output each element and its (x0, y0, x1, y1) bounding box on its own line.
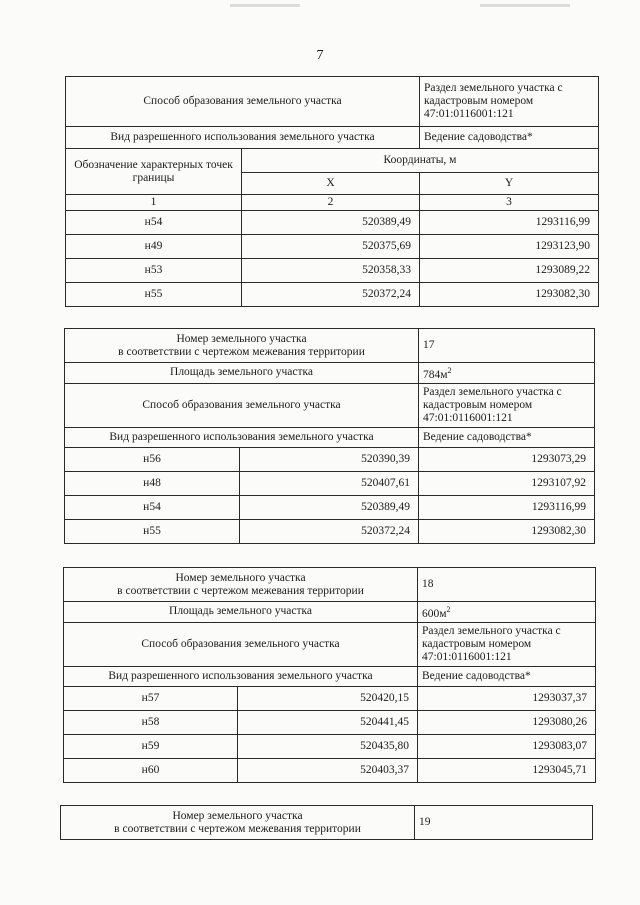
coord-x: 520403,37 (238, 758, 418, 782)
area-unit-superscript: 2 (447, 366, 452, 375)
coord-x: 520375,69 (242, 235, 420, 259)
point-id: н56 (65, 447, 240, 471)
parcel-number-label-line2: в соответствии с чертежом межевания территории (117, 584, 364, 597)
point-id: н54 (65, 495, 240, 519)
parcel-number-label-line1: Номер земельного участка (175, 571, 306, 584)
parcel-19-table (60, 805, 593, 840)
point-id: н49 (66, 235, 242, 259)
formation-value: Раздел земельного участка с кадастровым номером 47:01:0116001:121 (418, 622, 596, 666)
table-row (64, 734, 596, 758)
scan-artifact (480, 4, 570, 7)
area-label: Площадь земельного участка (65, 363, 419, 384)
point-id: н54 (66, 211, 242, 235)
use-value: Ведение садоводства* (420, 127, 599, 149)
coord-y: 1293107,92 (419, 471, 595, 495)
parcel-number-label-line2: в соответствии с чертежом межевания территории (114, 822, 361, 835)
coord-x: 520358,33 (242, 259, 420, 283)
column-number: 3 (420, 195, 599, 211)
table-row (65, 495, 595, 519)
parcel-number-label (61, 806, 415, 840)
coord-y: 1293116,99 (420, 211, 599, 235)
coord-y: 1293123,90 (420, 235, 599, 259)
formation-label: Способ образования земельного участка (64, 622, 418, 666)
point-id: н60 (64, 758, 238, 782)
column-number: 1 (66, 195, 242, 211)
y-header: Y (420, 173, 599, 195)
coord-y: 1293083,07 (418, 734, 596, 758)
use-label: Вид разрешенного использования земельного участка (65, 427, 419, 447)
coord-y: 1293080,26 (418, 710, 596, 734)
table-row (65, 519, 595, 543)
coord-x: 520407,61 (240, 471, 419, 495)
formation-label: Способ образования земельного участка (65, 383, 419, 427)
use-label: Вид разрешенного использования земельного участка (66, 127, 420, 149)
point-id: н57 (64, 686, 238, 710)
point-id: н58 (64, 710, 238, 734)
coord-y: 1293037,37 (418, 686, 596, 710)
area-label: Площадь земельного участка (64, 602, 418, 623)
column-number: 2 (242, 195, 420, 211)
point-id: н59 (64, 734, 238, 758)
parcel-number-label-line1: Номер земельного участка (172, 809, 303, 822)
table-row (64, 758, 596, 782)
use-label: Вид разрешенного использования земельного участка (64, 666, 418, 686)
parcel-18-table (63, 567, 596, 783)
use-value: Ведение садоводства* (418, 666, 596, 686)
scan-artifact (230, 4, 300, 7)
area-number: 600м (422, 607, 447, 620)
coord-y: 1293045,71 (418, 758, 596, 782)
table-row (65, 471, 595, 495)
table-row (66, 283, 599, 307)
coord-x: 520441,45 (238, 710, 418, 734)
table-row (66, 235, 599, 259)
formation-value: Раздел земельного участка с кадастровым номером 47:01:0116001:121 (419, 383, 595, 427)
parcel-number-value: 19 (415, 806, 593, 840)
area-number: 784м (423, 368, 448, 381)
parcel-number-value: 17 (419, 329, 595, 363)
coord-y: 1293073,29 (419, 447, 595, 471)
coord-x: 520389,49 (242, 211, 420, 235)
coord-x: 520420,15 (238, 686, 418, 710)
parcel-number-label (65, 329, 419, 363)
coord-y: 1293082,30 (419, 519, 595, 543)
page-number: 7 (316, 48, 324, 63)
table-row (66, 259, 599, 283)
parcel-number-value: 18 (418, 568, 596, 602)
table-row (64, 686, 596, 710)
coord-x: 520389,49 (240, 495, 419, 519)
parcel-number-label-line1: Номер земельного участка (176, 332, 307, 345)
coord-x: 520390,39 (240, 447, 419, 471)
area-value (418, 602, 596, 623)
x-header: X (242, 173, 420, 195)
parcel-17-table (64, 328, 595, 544)
coord-x: 520372,24 (240, 519, 419, 543)
parcel-number-label (64, 568, 418, 602)
point-id: н48 (65, 471, 240, 495)
formation-value: Раздел земельного участка с кадастровым номером 47:01:0116001:121 (420, 77, 599, 127)
parcel-number-label-line2: в соответствии с чертежом межевания территории (118, 345, 365, 358)
point-id: н53 (66, 259, 242, 283)
use-value: Ведение садоводства* (419, 427, 595, 447)
table-row (64, 710, 596, 734)
coords-header: Координаты, м (242, 149, 599, 173)
coord-x: 520372,24 (242, 283, 420, 307)
area-value (419, 363, 595, 384)
point-id: н55 (66, 283, 242, 307)
table-row (65, 447, 595, 471)
points-header: Обозначение характерных точек границы (66, 149, 242, 195)
formation-label: Способ образования земельного участка (66, 77, 420, 127)
coord-x: 520435,80 (238, 734, 418, 758)
point-id: н55 (65, 519, 240, 543)
area-unit-superscript: 2 (446, 605, 451, 614)
table-row (66, 211, 599, 235)
coord-y: 1293116,99 (419, 495, 595, 519)
coord-y: 1293082,30 (420, 283, 599, 307)
parcel-16-table (65, 76, 599, 307)
coord-y: 1293089,22 (420, 259, 599, 283)
